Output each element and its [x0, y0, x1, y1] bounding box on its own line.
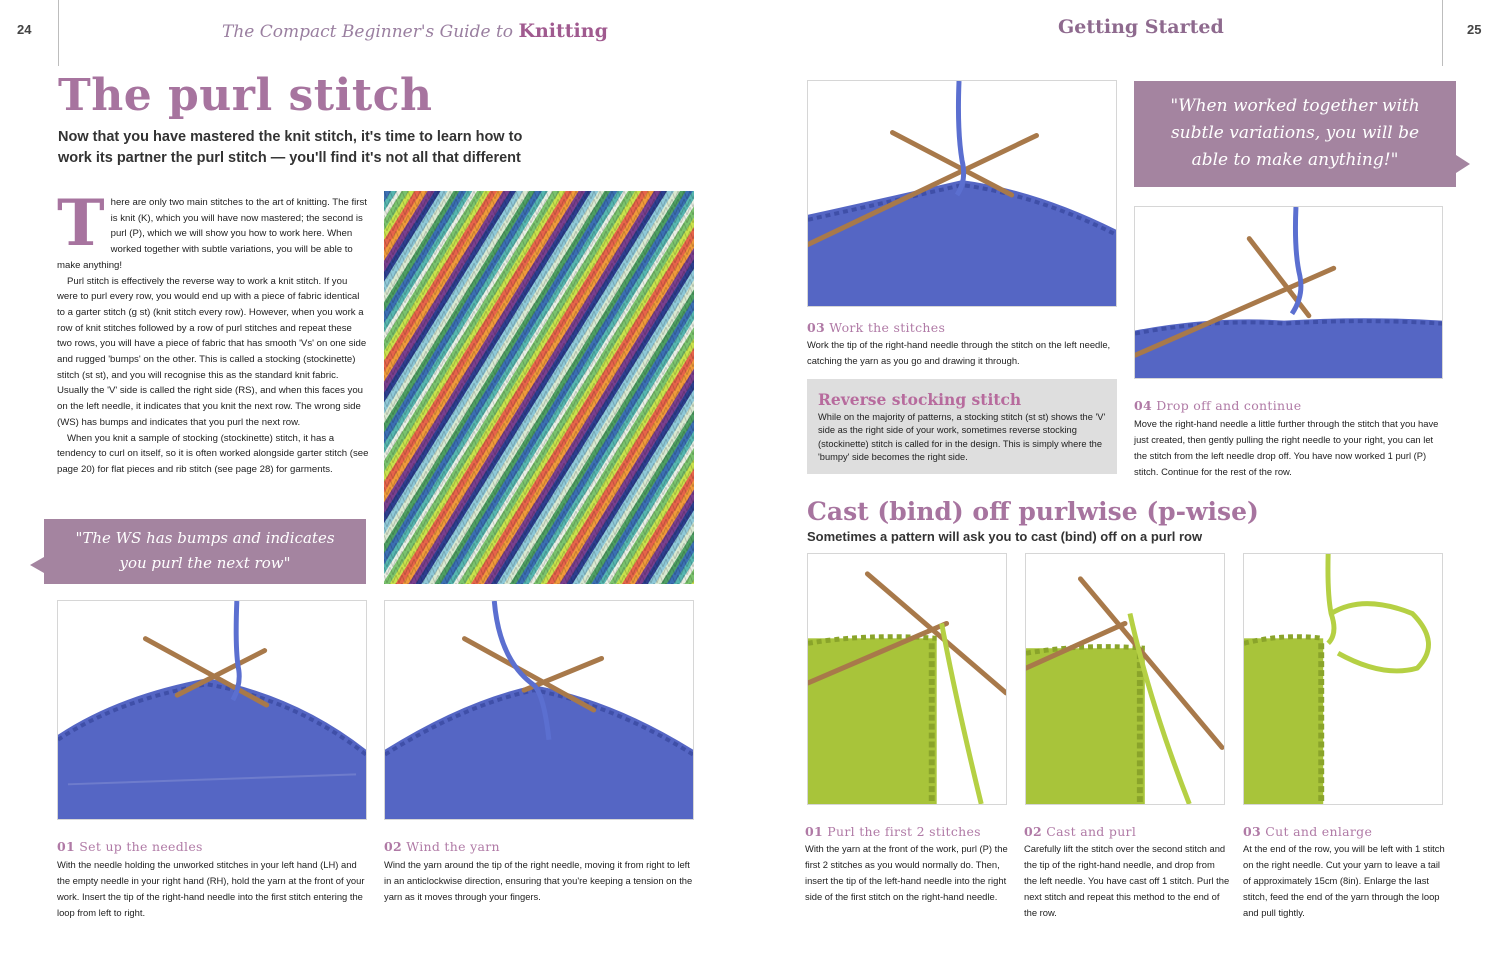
running-title-bold: Knitting — [518, 20, 608, 42]
cast-off-step-01-number: 01 — [805, 824, 823, 839]
pull-quote-left — [44, 519, 366, 584]
step-02-photo — [384, 600, 694, 820]
pull-quote-right-text: "When worked together with subtle variations, you will be able to make anything!" — [1170, 96, 1420, 170]
reverse-stocking-box — [807, 379, 1117, 474]
cast-off-step-02-photo — [1025, 553, 1225, 805]
striped-knit-photo — [384, 191, 694, 584]
step-02-title: Wind the yarn — [406, 839, 500, 854]
step-03-photo — [807, 80, 1117, 307]
step-01-heading — [57, 839, 203, 854]
quote-tail — [30, 557, 44, 573]
cast-off-step-02-heading — [1024, 824, 1136, 839]
step-01-number: 01 — [57, 839, 75, 854]
page-number-left: 24 — [17, 22, 32, 37]
cast-off-step-03-photo — [1243, 553, 1443, 805]
reverse-stocking-text: While on the majority of patterns, a stocking stitch (st st) shows the 'V' side as the right side of your work, sometimes reverse stocking (stockinette) stitch is called for in the design. This is simply where the 'bumpy' side becomes the right side. — [818, 412, 1106, 463]
step-04-number: 04 — [1134, 398, 1152, 413]
step-04-text: Move the right-hand needle a little further through the stitch that you have just created, then gently pulling the right needle to your right, you can let the stitch from the left needle drop off. You have now worked 1 purl (P) stitch. Continue for the rest of the row. — [1134, 418, 1439, 477]
body-paragraph-1 — [57, 186, 369, 274]
cast-off-step-01-heading — [805, 824, 981, 839]
step-03-text: Work the tip of the right-hand needle through the stitch on the left needle, catching the yarn as you go and drawing it through. — [807, 339, 1111, 366]
step-02-number: 02 — [384, 839, 402, 854]
body-paragraph-1-text: here are only two main stitches to the art of knitting. The first is knit (K), which you will have now mastered; the second is purl (P), which we will show you how to work here. When worked together with subtle variations, you will be able to make anything! — [57, 197, 367, 271]
step-03-title: Work the stitches — [829, 320, 946, 335]
cast-off-step-03-title: Cut and enlarge — [1265, 824, 1373, 839]
step-02-heading — [384, 839, 500, 854]
cast-off-step-03-text: At the end of the row, you will be left with 1 stitch on the right needle. Cut your yarn to leave a tail of approximately 15cm (8in). Enlarge the last stitch, feed the end of the yarn through the loop and pull tightly. — [1243, 843, 1445, 918]
step-01-title: Set up the needles — [79, 839, 203, 854]
header-divider-left — [58, 0, 59, 66]
cast-off-step-02-text: Carefully lift the stitch over the second stitch and the tip of the right-hand needle, and drop from the left needle. You have cast off 1 stitch. Purl the next stitch and repeat this method to the end of the row. — [1024, 843, 1230, 918]
reverse-stocking-title: Reverse stocking stitch — [818, 390, 1022, 409]
cast-off-step-02-number: 02 — [1024, 824, 1042, 839]
pull-quote-left-text: "The WS has bumps and indicates you purl the next row" — [75, 529, 335, 572]
cast-off-standfirst: Sometimes a pattern will ask you to cast (bind) off on a purl row — [807, 529, 1203, 544]
cast-off-step-01-title: Purl the first 2 stitches — [827, 824, 981, 839]
pull-quote-right — [1134, 81, 1456, 187]
step-02-text: Wind the yarn around the tip of the right needle, moving it from right to left in an anticlockwise direction, ensuring that you're keeping a tension on the yarn as it moves through your fingers. — [384, 859, 693, 902]
article-title: The purl stitch — [58, 70, 433, 121]
step-04-photo — [1134, 206, 1443, 379]
step-01-text: With the needle holding the unworked stitches in your left hand (LH) and the empty needle in your right hand (RH), hold the yarn at the front of your work. Insert the tip of the right-hand needle into the first stitch entering the loop from left to right. — [57, 859, 365, 918]
quote-tail-right — [1456, 155, 1470, 173]
article-standfirst: Now that you have mastered the knit stitch, it's time to learn how to work its partner the purl stitch — you'll find it's not all that different — [58, 129, 523, 166]
article-body — [57, 186, 369, 478]
header-divider-right — [1442, 0, 1443, 66]
cast-off-step-01-photo — [807, 553, 1007, 805]
running-title-script: The Compact Beginner's Guide to — [222, 22, 514, 42]
cast-off-step-03-heading — [1243, 824, 1372, 839]
step-03-number: 03 — [807, 320, 825, 335]
page-number-right: 25 — [1467, 22, 1482, 37]
cast-off-step-01-text: With the yarn at the front of the work, purl (P) the first 2 stitches as you would normally do. Then, insert the tip of the left-hand needle into the right side of the first stitch on the right-hand needle. — [805, 843, 1008, 902]
step-04-title: Drop off and continue — [1156, 398, 1302, 413]
step-04-heading — [1134, 398, 1301, 413]
cast-off-title: Cast (bind) off purlwise (p-wise) — [807, 497, 1259, 526]
body-paragraph-2: Purl stitch is effectively the reverse way to work a knit stitch. If you were to purl every row, you would end up with a piece of fabric identical to a garter stitch (g st) (knit stitch every row). However, when you work a row of knit stitches followed by a row of purl stitches and repeat these two rows, you will have a piece of fabric that has smooth 'Vs' on one side and rugged 'bumps' on the other. This is called a stocking (stockinette) stitch (st st), and you will recognise this as the standard knit fabric. Usually the 'V' side is called the right side (RS), and when this faces you on the left needle, it indicates that you knit the next row. The wrong side (WS) has bumps and indicates that you purl the next row. — [57, 275, 367, 428]
cast-off-step-03-number: 03 — [1243, 824, 1261, 839]
cast-off-step-02-title: Cast and purl — [1046, 824, 1137, 839]
step-01-photo — [57, 600, 367, 820]
step-03-heading — [807, 320, 945, 335]
body-paragraph-3: When you knit a sample of stocking (stockinette) stitch, it has a tendency to curl on itself, so it is often worked alongside garter stitch (see page 20) for flat pieces and rib stitch (see page 28) for garments. — [57, 432, 369, 475]
drop-cap: T — [57, 186, 105, 261]
running-title — [222, 20, 608, 42]
section-heading: Getting Started — [1058, 16, 1224, 38]
